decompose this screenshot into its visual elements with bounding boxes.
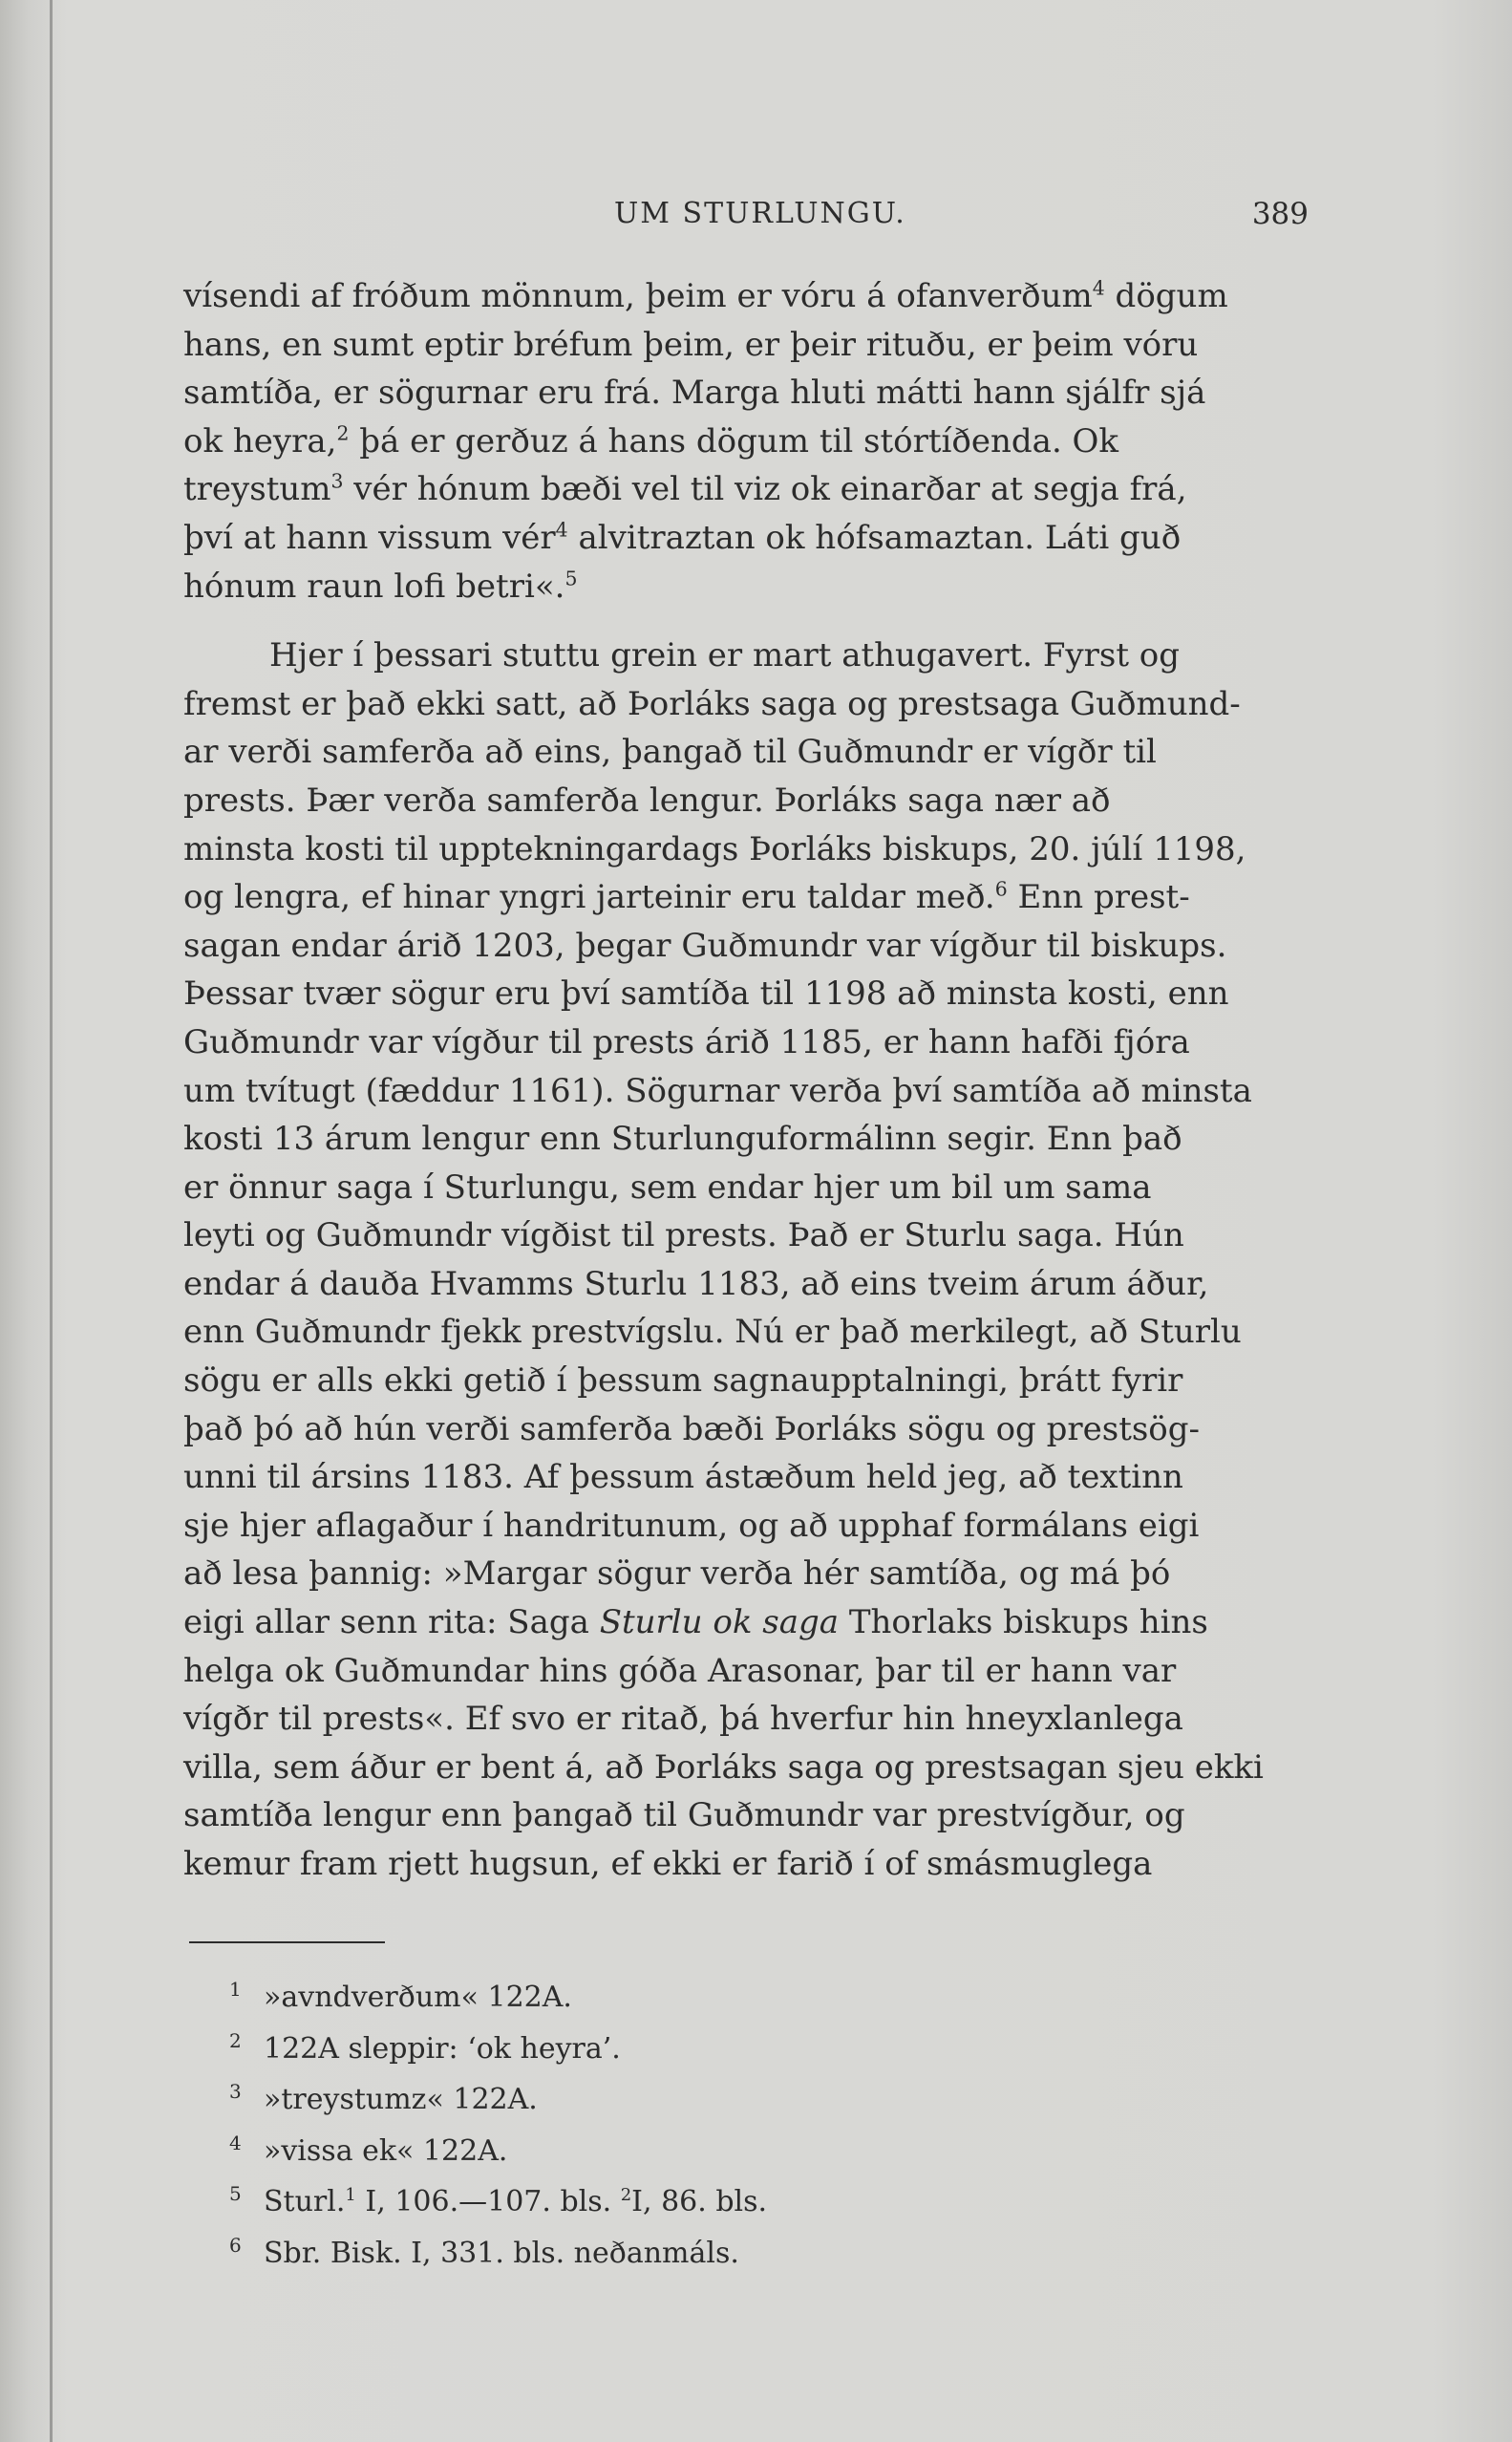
paragraph-line: Hjer í þessari stuttu grein er mart athugavert. Fyrst og (269, 636, 1181, 675)
paragraph-line: ar verði samferða að eins, þangað til Guðmundr er vígðr til (183, 733, 1157, 772)
paragraph-line: prests. Þær verða samferða lengur. Þorláks saga nær að (183, 781, 1111, 820)
quote-line: samtíða, er sögurnar eru frá. Marga hluti mátti hann sjálfr sjá (183, 374, 1206, 413)
footnote: 5 Sturl.$^1$ I, 106.—107. bls. $^2$I, 86. bls. (229, 2182, 768, 2218)
paragraph-line: sagan endar árið 1203, þegar Guðmundr var vígður til biskups. (183, 926, 1227, 965)
quote-line: því at hann vissum vér$^4$ alvitraztan ok hófsamaztan. Láti guð (183, 518, 1182, 557)
footnote: 6 Sbr. Bisk. I, 331. bls. neðanmáls. (229, 2233, 739, 2270)
page-number: 389 (1251, 197, 1309, 231)
paragraph-line: villa, sem áður er bent á, að Þorláks saga og prestsagan sjeu ekki (183, 1747, 1264, 1787)
quote-line: vísendi af fróðum mönnum, þeim er vóru á ofanverðum$^4$ dögum (183, 276, 1228, 315)
paragraph-line: unni til ársins 1183. Af þessum ástæðum held jeg, að textinn (183, 1458, 1183, 1497)
paragraph-line: að lesa þannig: »Margar sögur verða hér samtíða, og má þó (183, 1554, 1171, 1594)
footnote: 1 »avndverðum« 122A. (229, 1978, 572, 2014)
paragraph-line: samtíða lengur enn þangað til Guðmundr var prestvígður, og (183, 1796, 1185, 1835)
paragraph-line: fremst er það ekki satt, að Þorláks saga og prestsaga Guðmund- (183, 684, 1241, 723)
paragraph-line: Guðmundr var vígður til prests árið 1185, er hann hafði fjóra (183, 1022, 1190, 1061)
paragraph-line: það þó að hún verði samferða bæði Þorláks sögu og prestsög- (183, 1409, 1201, 1448)
paragraph-line: kosti 13 árum lengur enn Sturlunguformálinn segir. Enn það (183, 1120, 1182, 1159)
paragraph-line: leyti og Guðmundr vígðist til prests. Það er Sturlu saga. Hún (183, 1216, 1184, 1255)
footnote: 4 »vissa ek« 122A. (229, 2131, 508, 2168)
quote-line: hans, en sumt eptir bréfum þeim, er þeir rituðu, er þeim vóru (183, 325, 1199, 364)
page-spine-edge (50, 0, 53, 2442)
paragraph-line: sje hjer aflagaður í handritunum, og að upphaf formálans eigi (183, 1506, 1200, 1545)
page-header (186, 197, 1309, 246)
paragraph-line: minsta kosti til upptekningardags Þorláks biskups, 20. júlí 1198, (183, 829, 1246, 868)
paragraph-line: helga ok Guðmundar hins góða Arasonar, þar til er hann var (183, 1651, 1177, 1690)
paragraph-line: enn Guðmundr fjekk prestvígslu. Nú er það merkilegt, að Sturlu (183, 1313, 1242, 1352)
paragraph-line: sögu er alls ekki getið í þessum sagnaupptalningi, þrátt fyrir (183, 1361, 1183, 1401)
quote-line: hónum raun lofi betri«.$^5$ (183, 567, 578, 606)
paragraph-line: kemur fram rjett hugsun, ef ekki er farið í of smásmuglega (183, 1845, 1153, 1883)
paragraph-line: endar á dauða Hvamms Sturlu 1183, að eins tveim árum áður, (183, 1264, 1209, 1303)
footnotes (229, 1968, 993, 2275)
quote-line: ok heyra,$^2$ þá er gerðuz á hans dögum til stórtíðenda. Ok (183, 421, 1119, 461)
paragraph-line: Þessar tvær sögur eru því samtíða til 1198 að minsta kosti, enn (183, 975, 1229, 1014)
paragraph-line: um tvítugt (fæddur 1161). Sögurnar verða því samtíða að minsta (183, 1071, 1252, 1110)
body-text (183, 272, 1310, 1889)
running-title: UM STURLUNGU. (614, 197, 906, 230)
footnote-rule (189, 1941, 385, 1943)
footnote-ref-6: 6 (994, 877, 1008, 901)
quote-line: treystum$^3$ vér hónum bæði vel til viz ok einarðar at segja frá, (183, 470, 1187, 509)
footnote: 3 »treystumz« 122A. (229, 2080, 538, 2116)
italic-title: Sturlu ok saga (599, 1603, 840, 1642)
paragraph-line: eigi allar senn rita: Saga Sturlu ok saga Thorlaks biskups hins (183, 1603, 1208, 1642)
paragraph-line: og lengra, ef hinar yngri jarteinir eru taldar með.$^6$ Enn prest- (183, 877, 1190, 917)
footnote: 2 122A sleppir: ‘ok heyra’. (229, 2028, 621, 2066)
paragraph-line: er önnur saga í Sturlungu, sem endar hjer um bil um sama (183, 1167, 1152, 1207)
paragraph-line: vígðr til prests«. Ef svo er ritað, þá hverfur hin hneyxlanlega (183, 1700, 1183, 1739)
